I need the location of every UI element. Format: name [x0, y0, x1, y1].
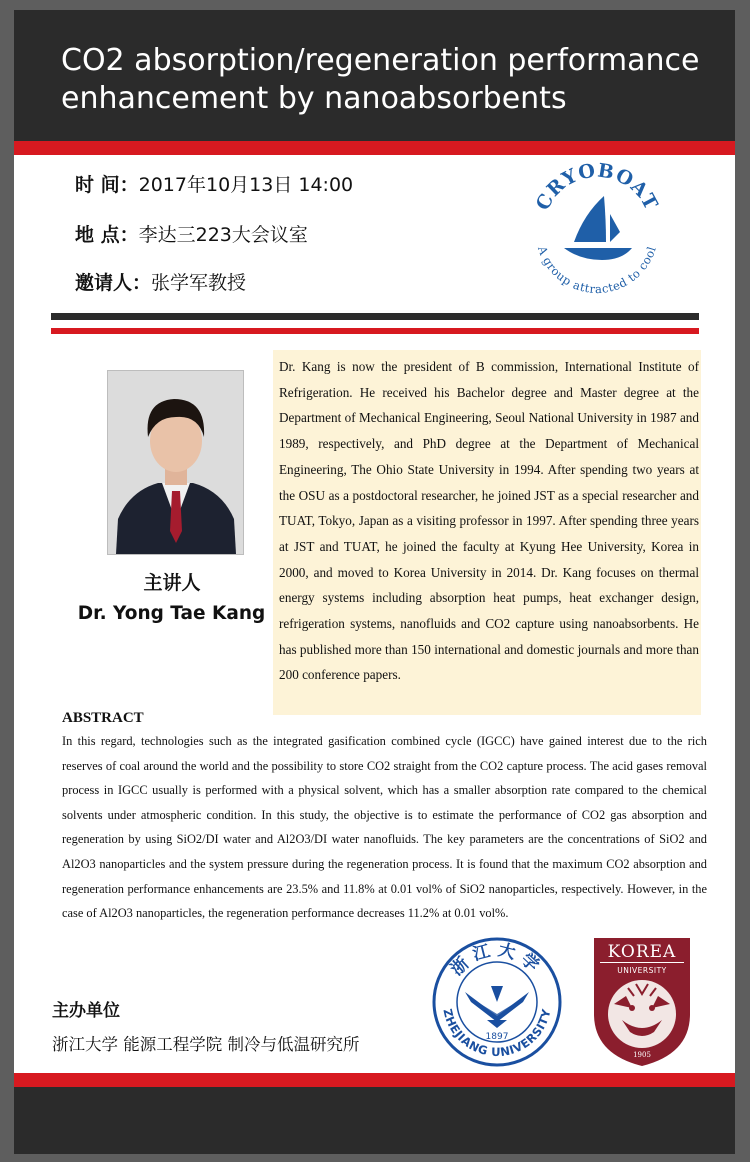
organizer-list: 浙江大学 能源工程学院 制冷与低温研究所	[52, 1035, 360, 1054]
organizer-heading: 主办单位	[52, 1001, 120, 1021]
divider-red	[51, 328, 699, 334]
ku-sub: UNIVERSITY	[617, 966, 667, 975]
ku-name: KOREA	[607, 942, 677, 962]
cryoboat-tagline: A group attracted to cool	[535, 244, 659, 297]
speaker-photo	[107, 370, 244, 555]
abstract-body: In this regard, technologies such as the integrated gasification combined cycle (IGCC) have gained interest due to the rich reserves of coal around the world and the possibility to store CO2 straight from the CO2 capture process. The acid gases removal process in IGCC usually is performed with a physical solvent, which has a smaller absorption rate compared to the chemical solvents under atmospheric condition. In this study, the objective is to estimate the performance of CO2 gas absorption and regeneration by using SiO2/DI water and Al2O3/DI water nanofluids. The key parameters are the concentrations of SiO2 and Al2O3 nanoparticles and the system pressure during the regeneration process. It is found that the maximum CO2 absorption and regeneration performance enhancements are 23.5% and 11.8% at 0.01 vol% of SiO2 nanoparticles, respectively. However, in the case of Al2O3 nanoparticles, the regeneration performance decreases 11.2% at 0.01 vol%.	[62, 734, 707, 921]
host-label: 邀请人：	[75, 272, 152, 294]
zju-year: 1897	[485, 1032, 509, 1042]
ku-year: 1905	[633, 1051, 651, 1059]
speaker-portrait-icon	[108, 371, 243, 554]
host-value: 张学军教授	[151, 272, 247, 294]
header-banner	[14, 10, 735, 143]
time-line	[75, 170, 353, 197]
time-value: 2017年10月13日 14:00	[138, 174, 354, 196]
footer-banner	[14, 1087, 735, 1154]
place-value: 李达三223大会议室	[138, 224, 308, 246]
zju-english-name: ZHEJIANG UNIVERSITY	[440, 1007, 554, 1060]
divider-dark	[51, 313, 699, 320]
host-line	[75, 268, 246, 295]
place-line	[75, 220, 308, 247]
speaker-role: 主讲人	[143, 572, 201, 594]
place-label: 地 点：	[75, 224, 139, 246]
poster	[14, 10, 735, 1154]
time-label: 时 间：	[75, 174, 139, 196]
sailboat-icon	[564, 196, 632, 260]
top-red-bar	[14, 141, 735, 155]
poster-title: CO2 absorption/regeneration performance enhancement by nanoabsorbents	[61, 43, 700, 116]
cryoboat-name: CRYOBOAT	[531, 162, 663, 215]
zju-chinese-name: 浙江大学	[446, 940, 548, 980]
speaker-bio: Dr. Kang is now the president of B commission, International Institute of Refrigeration. He received his Bachelor degree and Master degree at the Department of Mechanical Engineering, Seoul National University in 1987 and 1989, respectively, and PhD degree at the Department of Mechanical Engineering, The Ohio State University in 1994. After spending two years at the OSU as a postdoctoral researcher, he joined JST as a special researcher and TUAT, Tokyo, Japan as a visiting professor in 1997. After spending three years at JST and TUAT, he joined the faculty at Kyung Hee University, Korea in 2000, and moved to Korea University in 2014. Dr. Kang focuses on thermal energy systems including absorption heat pumps, heat exchanger design, refrigeration systems, nanofluids and CO2 capture using nanoabsorbents. He has published more than 150 international and domestic journals and more than 200 conference papers.	[273, 350, 701, 715]
cryoboat-logo	[522, 162, 672, 302]
zhejiang-university-logo	[431, 936, 563, 1068]
korea-university-logo	[592, 936, 692, 1068]
tiger-icon	[608, 980, 676, 1048]
abstract-heading: ABSTRACT	[62, 710, 144, 726]
speaker-name: Dr. Yong Tae Kang	[77, 603, 266, 624]
bottom-red-bar	[14, 1073, 735, 1087]
